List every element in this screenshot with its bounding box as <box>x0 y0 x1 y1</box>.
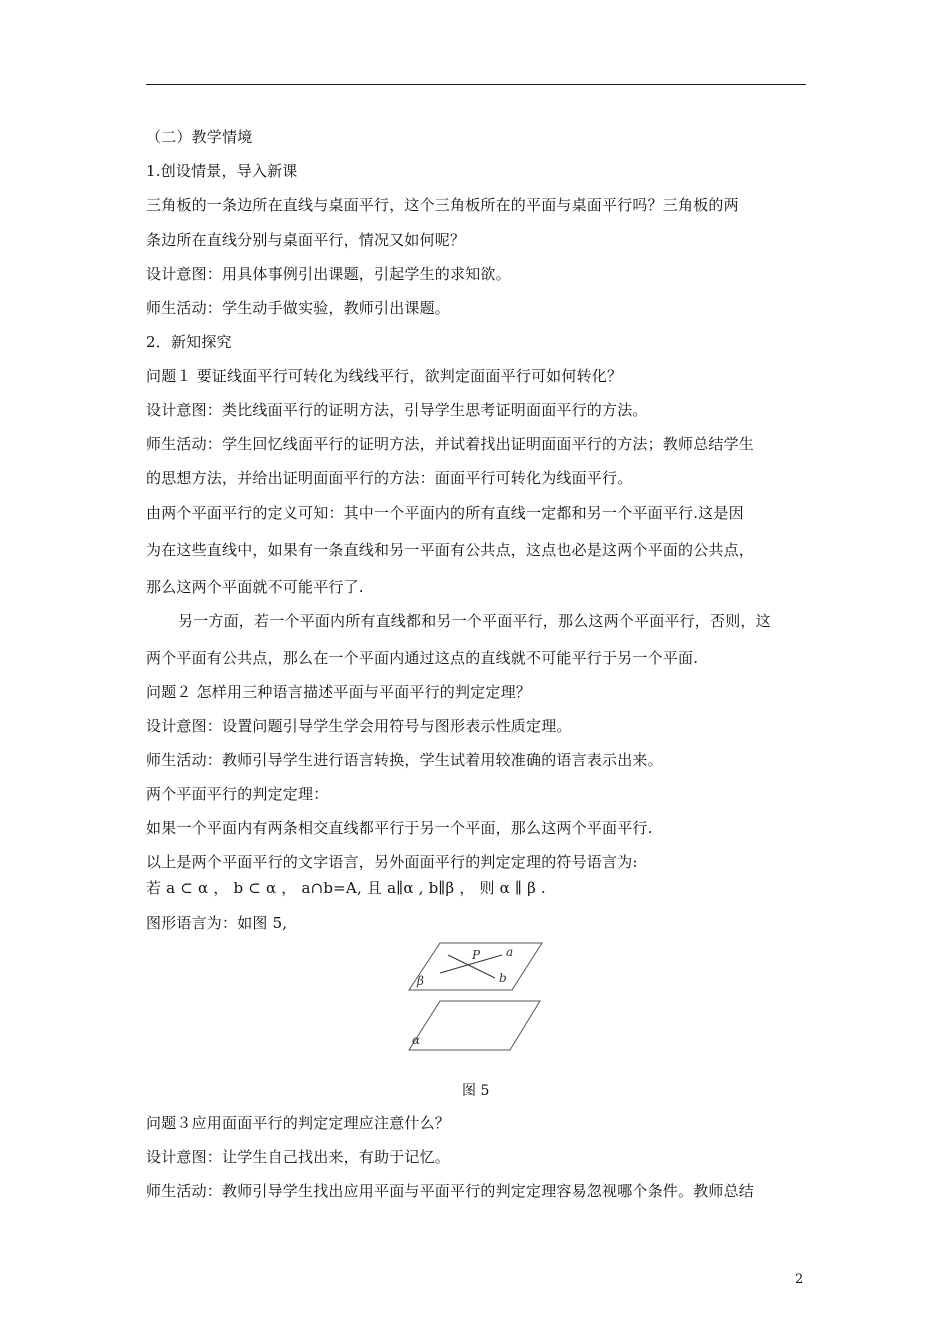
subsection-heading: 2．新知探究 <box>146 333 232 351</box>
paragraph-line: 的思想方法，并给出证明面面平行的方法：面面平行可转化为线面平行。 <box>146 469 633 487</box>
paragraph-line: 设计意图：设置问题引导学生学会用符号与图形表示性质定理。 <box>146 717 572 735</box>
paragraph-line: 设计意图：类比线面平行的证明方法，引导学生思考证明面面平行的方法。 <box>146 401 648 419</box>
paragraph-line: 为在这些直线中，如果有一条直线和另一平面有公共点，这点也必是这两个平面的公共点， <box>146 541 755 559</box>
line-a <box>440 955 502 973</box>
label-b: b <box>499 971 507 985</box>
paragraph-line: 师生活动：教师引导学生进行语言转换，学生试着用较准确的语言表示出来。 <box>146 751 663 769</box>
label-beta: β <box>417 974 424 988</box>
paragraph-line: 条边所在直线分别与桌面平行，情况又如何呢？ <box>146 231 466 249</box>
paragraph-line: 那么这两个平面就不可能平行了. <box>146 578 364 596</box>
paragraph-line: 如果一个平面内有两条相交直线都平行于另一个平面，那么这两个平面平行. <box>146 819 653 837</box>
paragraph-line: 师生活动：学生动手做实验，教师引出课题。 <box>146 299 451 317</box>
paragraph-line: 另一方面，若一个平面内所有直线都和另一个平面平行，那么这两个平面平行，否则，这 <box>178 612 771 630</box>
paragraph-line: 由两个平面平行的定义可知：其中一个平面内的所有直线一定都和另一个平面平行.这是因 <box>146 504 744 522</box>
paragraph-line: 三角板的一条边所在直线与桌面平行，这个三角板所在的平面与桌面平行吗？三角板的两 <box>146 196 739 214</box>
label-alpha: α <box>412 1033 421 1047</box>
paragraph-line: 设计意图：让学生自己找出来，有助于记忆。 <box>146 1148 451 1166</box>
paragraph-line: 以上是两个平面平行的文字语言，另外面面平行的判定定理的符号语言为: <box>146 853 638 871</box>
section-heading: （二）教学情境 <box>146 128 253 146</box>
header-rule <box>146 84 806 85</box>
question-line: 问题２ 怎样用三种语言描述平面与平面平行的判定定理？ <box>146 683 531 701</box>
paragraph-line: 两个平面平行的判定定理： <box>146 785 329 803</box>
paragraph-line: 师生活动：学生回忆线面平行的证明方法，并试着找出证明面面平行的方法；教师总结学生 <box>146 435 755 453</box>
label-a: a <box>506 945 514 959</box>
page-number: 2 <box>795 1272 804 1287</box>
paragraph-line: 设计意图：用具体事例引出课题，引起学生的求知欲。 <box>146 265 511 283</box>
paragraph-line: 图形语言为：如图 5, <box>146 914 288 932</box>
label-p: P <box>472 948 481 962</box>
subsection-heading: 1.创设情景，导入新课 <box>146 162 298 180</box>
figure-caption: 图 5 <box>462 1083 490 1099</box>
paragraph-line: 师生活动：教师引导学生找出应用平面与平面平行的判定定理容易忽视哪个条件。教师总结 <box>146 1182 755 1200</box>
parallel-planes-figure <box>400 935 550 1060</box>
question-line: 问题１ 要证线面平行可转化为线线平行，欲判定面面平行可如何转化？ <box>146 367 623 385</box>
formula-line: 若 a ⊂ α ， b ⊂ α ， a∩b=A, 且 a∥α , b∥β ， 则 α ∥ β . <box>146 879 546 897</box>
paragraph-line: 两个平面有公共点，那么在一个平面内通过这点的直线就不可能平行于另一个平面. <box>146 649 699 667</box>
question-line: 问题３应用面面平行的判定定理应注意什么？ <box>146 1114 451 1132</box>
plane-alpha <box>409 1001 540 1050</box>
